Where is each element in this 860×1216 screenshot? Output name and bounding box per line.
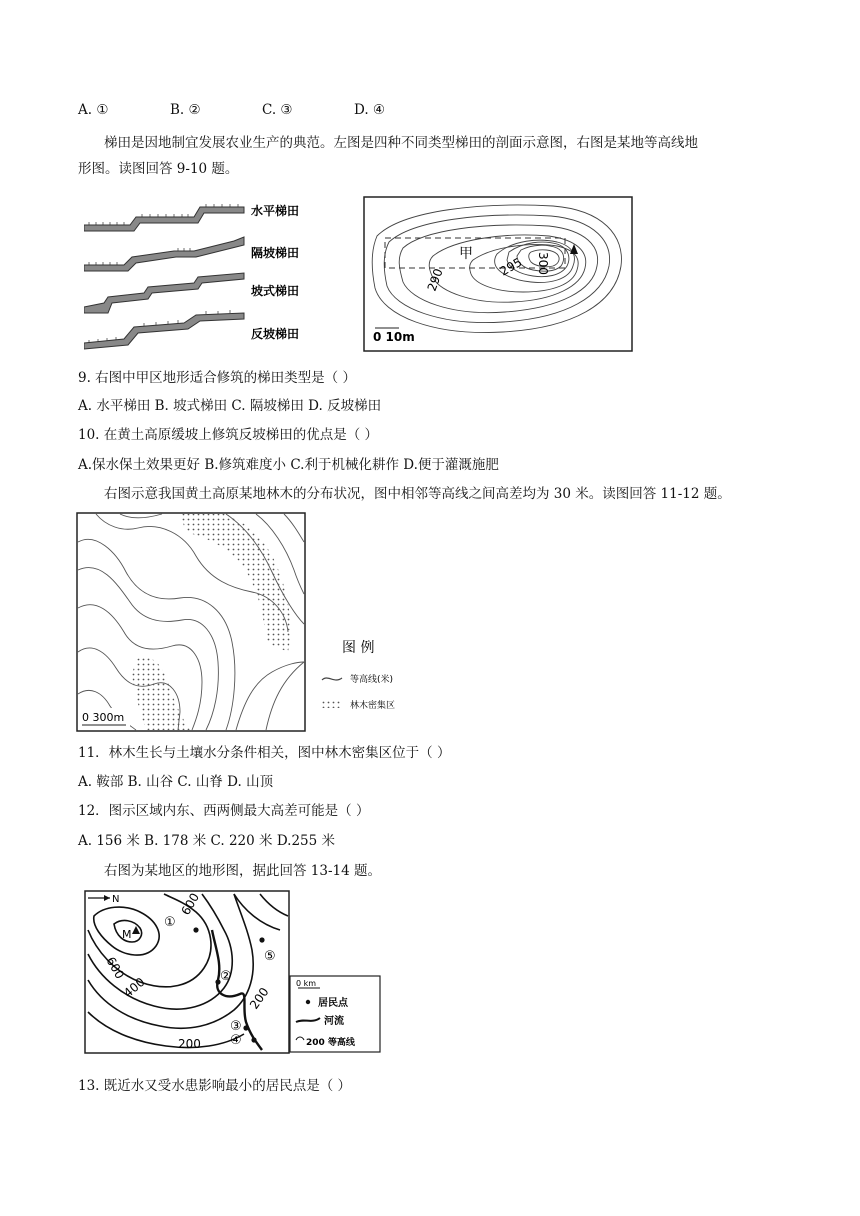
settlement-3-label: ③ bbox=[230, 1019, 242, 1034]
intro-11-12: 右图示意我国黄土高原某地林木的分布状况，图中相邻等高线之间高差均为 30 米。读图回答 11-12 题。 bbox=[104, 486, 731, 502]
terrace-label-reverse: 反坡梯田 bbox=[251, 327, 300, 341]
settlement-4-dot bbox=[251, 1037, 256, 1042]
legend-river-label: 河流 bbox=[324, 1016, 344, 1027]
q9-options: A. 水平梯田 B. 坡式梯田 C. 隔坡梯田 D. 反坡梯田 bbox=[78, 398, 382, 414]
legend-forest-icon bbox=[322, 700, 342, 708]
settlement-1-label: ① bbox=[164, 915, 176, 930]
settlement-3-dot bbox=[243, 1025, 248, 1030]
legend-settlement-label: 居民点 bbox=[318, 998, 348, 1009]
terrain-legend-scale: 0 km bbox=[296, 979, 317, 988]
q8-option-c: C. ③ bbox=[262, 102, 293, 118]
q12-stem: 12．图示区域内东、西两侧最大高差可能是（ ） bbox=[78, 803, 370, 819]
q11-stem: 11．林木生长与土壤水分条件相关，图中林木密集区位于（ ） bbox=[78, 745, 451, 761]
terrace-label-slope: 坡式梯田 bbox=[251, 284, 300, 298]
q10-stem: 10. 在黄土高原缓坡上修筑反坡梯田的优点是（ ） bbox=[78, 427, 379, 443]
legend-title: 图 例 bbox=[342, 640, 375, 656]
scale-label-10m: 0 10m bbox=[373, 330, 415, 344]
forest-legend bbox=[316, 630, 426, 720]
q8-options bbox=[78, 100, 385, 120]
contour-label-600b: 600 bbox=[178, 890, 203, 918]
contour-label-400: 400 bbox=[120, 974, 148, 1001]
q10-options: A.保水保土效果更好 B.修筑难度小 C.利于机械化耕作 D.便于灌溉施肥 bbox=[78, 457, 499, 473]
forest-contour-map bbox=[76, 512, 308, 734]
area-jia-label: 甲 bbox=[459, 246, 473, 262]
intro-9-10-line1: 梯田是因地制宜发展农业生产的典范。左图是四种不同类型梯田的剖面示意图，右图是某地等高线地 bbox=[104, 135, 698, 151]
peak-m-label: M bbox=[122, 928, 132, 941]
terrace-label-interval: 隔坡梯田 bbox=[251, 246, 300, 260]
contour-label-200a: 200 bbox=[178, 1037, 201, 1051]
settlement-5-dot bbox=[259, 937, 264, 942]
legend-contour-label: 等高线(米) bbox=[350, 675, 394, 685]
contour-label-295: 295 bbox=[497, 255, 525, 279]
q12-options: A. 156 米 B. 178 米 C. 220 米 D.255 米 bbox=[78, 833, 336, 849]
contour-label-200b: 200 bbox=[246, 984, 272, 1012]
q8-option-b: B. ② bbox=[170, 102, 201, 118]
forest-scale-label: 0 300m bbox=[82, 711, 125, 724]
q8-option-a: A. ① bbox=[78, 102, 109, 118]
legend-contour-label-200: 200 等高线 bbox=[306, 1038, 355, 1048]
q9-stem: 9. 右图中甲区地形适合修筑的梯田类型是（ ） bbox=[78, 370, 356, 386]
contour-label-600a: 600 bbox=[103, 954, 127, 982]
settlement-5-label: ⑤ bbox=[264, 949, 276, 964]
terrace-label-level: 水平梯田 bbox=[251, 204, 300, 218]
settlement-4-label: ④ bbox=[230, 1033, 242, 1048]
contour-label-300: 300 bbox=[536, 252, 550, 275]
contour-map-1 bbox=[363, 196, 633, 352]
terrain-map bbox=[84, 890, 384, 1056]
q13-stem: 13. 既近水又受水患影响最小的居民点是（ ） bbox=[78, 1078, 352, 1094]
settlement-1-dot bbox=[193, 927, 198, 932]
north-label: N bbox=[112, 894, 120, 905]
intro-9-10-line2: 形图。读图回答 9-10 题。 bbox=[78, 161, 239, 177]
q11-options: A. 鞍部 B. 山谷 C. 山脊 D. 山顶 bbox=[78, 774, 274, 790]
legend-settlement-icon bbox=[306, 1000, 310, 1004]
terrace-profile-figure bbox=[84, 195, 320, 355]
intro-13-14: 右图为某地区的地形图，据此回答 13-14 题。 bbox=[104, 863, 381, 879]
contour-label-290: 290 bbox=[424, 266, 446, 294]
legend-contour-line-icon bbox=[322, 678, 342, 680]
legend-forest-label: 林木密集区 bbox=[350, 701, 396, 711]
settlement-2-label: ② bbox=[220, 969, 232, 984]
q8-option-d: D. ④ bbox=[354, 102, 386, 118]
